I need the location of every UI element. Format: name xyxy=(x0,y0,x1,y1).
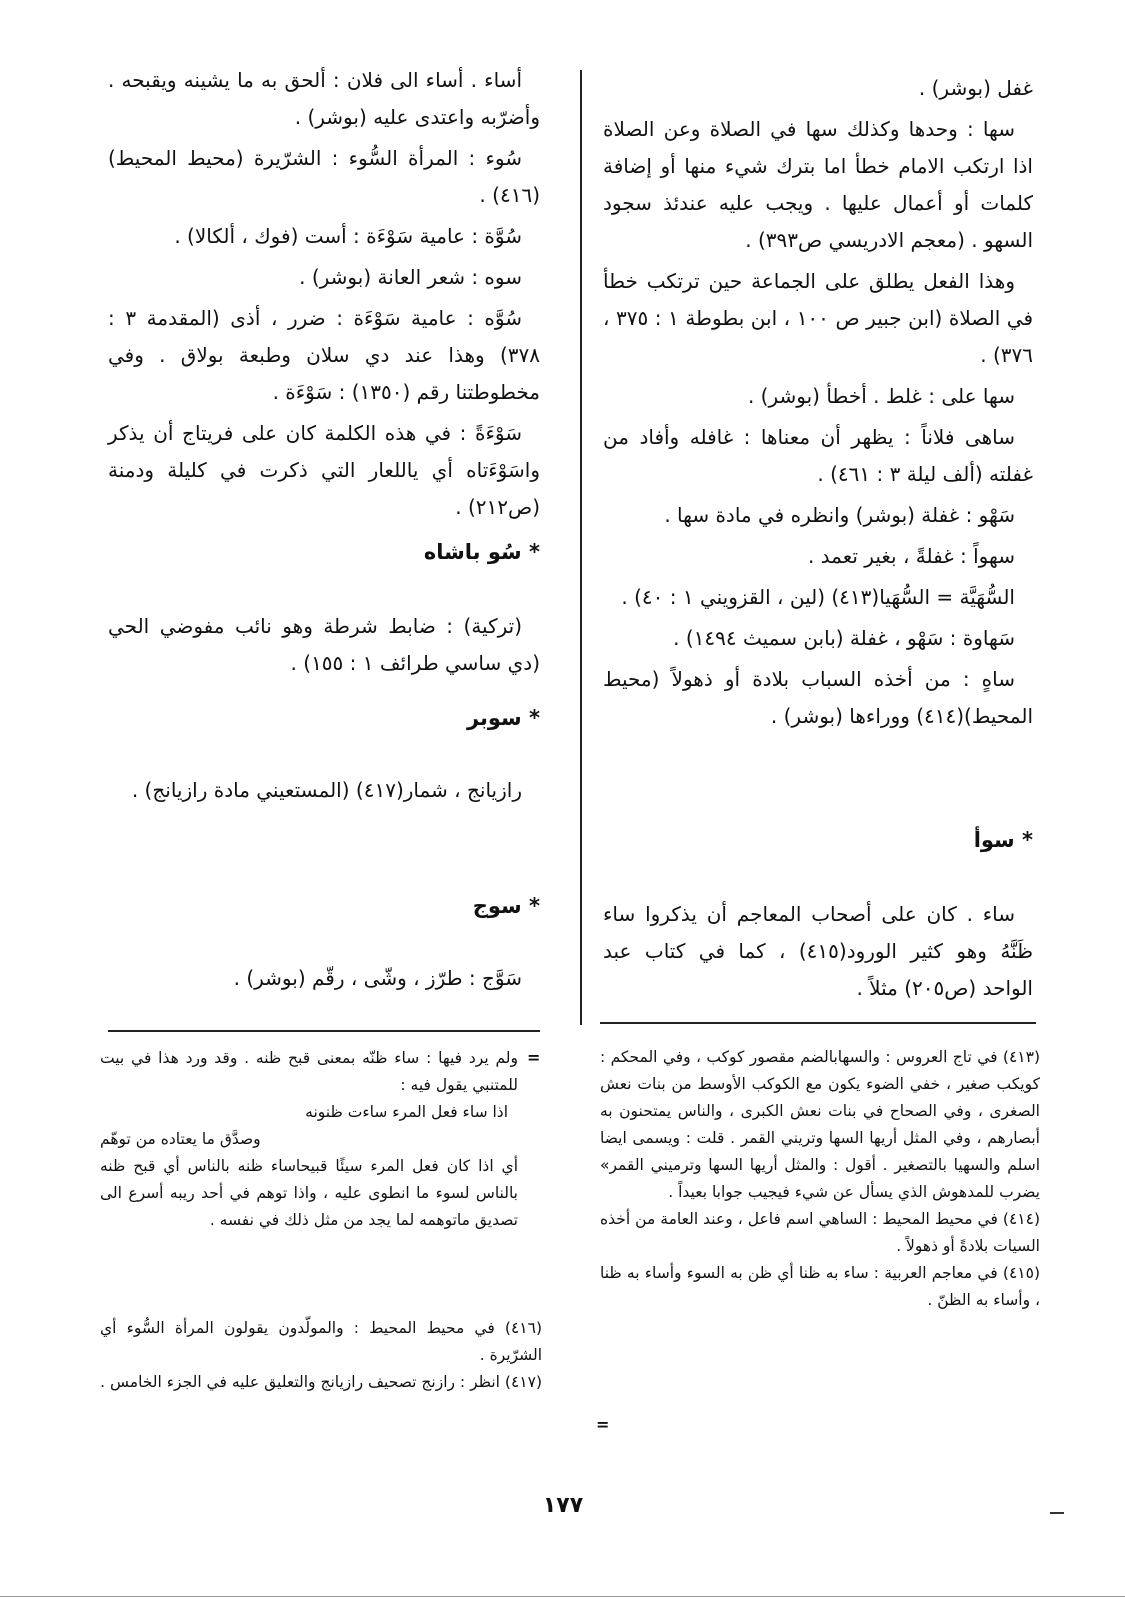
text-line: وهذا الفعل يطلق على الجماعة حين ترتكب خطأ في الصلاة (ابن جبير ص ١٠٠ ، ابن بطوطة ١ : ٣٧٥ ، ٣٧٦) . xyxy=(603,269,1034,367)
text-line: سَوَّج : طرّز ، وشّى ، رقّم (بوشر) . xyxy=(233,966,522,990)
footnote-divider-left xyxy=(108,1030,540,1032)
text-line: سوه : شعر العانة (بوشر) . xyxy=(299,265,522,289)
right-column xyxy=(603,70,1033,739)
footnote-continuation: أي اذا كان فعل المرء سيئًا قبيحاساء ظنه بالناس أي قبح ظنه بالناس لسوء ما انطوى عليه ، واذا توهم في أحد ريبه أسرع الى تصديق ماتوهمه لما يجد من مثل ذلك في نفسه . xyxy=(100,1157,518,1229)
text-line: السُّهَيَّة = السُّهَيا(٤١٣) (لين ، القزويني ١ : ٤٠) . xyxy=(621,585,1015,609)
text-line: أساء . أساء الى فلان : ألحق به ما يشينه ويقبحه . وأضرّبه واعتدى عليه (بوشر) . xyxy=(108,68,540,129)
page-number: ١٧٧ xyxy=(542,1493,584,1518)
text-line: غفل (بوشر) . xyxy=(918,76,1033,100)
text-line: (تركية) : ضابط شرطة وهو نائب مفوضي الحي (دي ساسي طرائف ١ : ١٥٥) . xyxy=(108,614,540,675)
text-line: سَوْءَةً : في هذه الكلمة كان على فريتاج أن يذكر واسَوْءَتاه أي ياللعار التي ذكرت في كليلة ودمنة (ص٢١٢) . xyxy=(108,421,540,519)
text-line: سها على : غلط . أخطأ (بوشر) . xyxy=(747,384,1015,408)
text-line: سُوَّة : عامية سَوْءَة : أست (فوك ، ألكالا) . xyxy=(174,224,522,248)
text-line: سها : وحدها وكذلك سها في الصلاة وعن الصلاة اذا ارتكب الامام خطأ اما بترك شيء منها أو إضافة كلمات أو أعمال عليها . ويجب عليه عندئذ سجود السهو . (معجم الادريسي ص٣٩٣) . xyxy=(603,117,1033,252)
footnote: (٤١٥) في معاجم العربية : ساء به ظنا أي ظن به السوء وأساء به ظنا ، وأساء به الظنّ . xyxy=(600,1264,1040,1309)
footnote-continuation: ولم يرد فيها : ساء ظنّه بمعنى قبح ظنه . وقد ورد هذا في بيت للمتنبي يقول فيه : xyxy=(100,1049,518,1094)
footnote-start-marker: = xyxy=(527,1048,541,1067)
left-column-sawbar xyxy=(108,772,540,813)
entry-heading-sawbar: * سوبر xyxy=(466,706,540,730)
footnote: (٤١٧) انظر : رازنج تصحيف رازيانج والتعليق عليه في الجزء الخامس . xyxy=(100,1373,542,1391)
left-column-subashah xyxy=(108,608,540,686)
left-column xyxy=(108,62,540,530)
footnote: (٤١٦) في محيط المحيط : والمولّدون يقولون المرأة السُّوء أي الشرّيرة . xyxy=(100,1319,542,1364)
column-divider xyxy=(580,70,582,1025)
text-line: سَهاوة : سَهْو ، غفلة (بابن سميث ١٤٩٤) . xyxy=(673,626,1015,650)
text-line: رازيانج ، شمار(٤١٧) (المستعيني مادة رازيانج) . xyxy=(131,778,522,802)
text-line: ساهٍ : من أخذه السباب بلادة أو ذهولاً (محيط المحيط)(٤١٤) ووراءها (بوشر) . xyxy=(603,667,1033,728)
text-line: سهواً : غفلةً ، بغير تعمد . xyxy=(807,544,1015,568)
entry-heading-subashah: * سُو باشاه xyxy=(423,540,540,564)
text-line: سُوء : المرأة السُّوء : الشرّيرة (محيط المحيط)(٤١٦) . xyxy=(108,146,540,207)
right-footnotes xyxy=(600,1044,1040,1314)
text-line: ساء . كان على أصحاب المعاجم أن يذكروا ساء ظَنَّهُ وهو كثير الورود(٤١٥) ، كما في كتاب عبد الواحد (ص٢٠٥) مثلاً . xyxy=(603,902,1033,1000)
entry-heading-sawa: * سوأ xyxy=(973,828,1033,852)
text-line: ساهى فلاناً : يظهر أن معناها : غافله وأفاد من غفلته (ألف ليلة ٣ : ٤٦١) . xyxy=(603,425,1033,486)
scan-bottom-edge xyxy=(0,1596,1125,1597)
text-line: سَهْو : غفلة (بوشر) وانظره في مادة سها . xyxy=(664,503,1015,527)
footnote-continuation-marker: = xyxy=(596,1415,610,1434)
footnote-divider-right xyxy=(600,1022,1036,1024)
text-line: سُوَّه : عامية سَوْءَة : ضرر ، أذى (المقدمة ٣ : ٣٧٨) وهذا عند دي سلان وطبعة بولاق . وفي مخطوطتنا رقم (١٣٥٠) : سَوْءَة . xyxy=(108,306,540,404)
verse-line-2: وصدَّق ما يعتاده من توهّم xyxy=(100,1130,261,1148)
footnote: (٤١٤) في محيط المحيط : الساهي اسم فاعل ، وعند العامة من أخذه السيات بلادةً أو ذهولاً . xyxy=(600,1210,1040,1255)
left-footnotes-numbered xyxy=(100,1315,542,1396)
scan-edge-mark xyxy=(1050,1512,1064,1514)
right-column-lower xyxy=(603,896,1033,1011)
entry-heading-sawj: * سوج xyxy=(472,894,540,918)
verse-line-1: اذا ساء فعل المرء ساءت ظنونه xyxy=(305,1103,508,1121)
left-column-sawj xyxy=(108,960,540,1001)
footnote: (٤١٣) في تاج العروس : والسهابالضم مقصور كوكب ، وفي المحكم : كويكب صغير ، خفي الضوء يكون مع الكوكب الأوسط من بنات نعش الصغرى ، وفي الصحاح في بنات نعش الكبرى ، والناس يمتحنون به أبصارهم ، وفي المثل أريها السها وتريني القمر . قلت : ويسمى ايضا اسلم والسهيا بالتصغير . أقول : والمثل أريها السها وترميني القمر» يضرب للمدهوش الذي يسأل عن شيء فيجيب جوابا بعيداً . xyxy=(600,1048,1040,1201)
left-footnotes xyxy=(100,1045,518,1234)
